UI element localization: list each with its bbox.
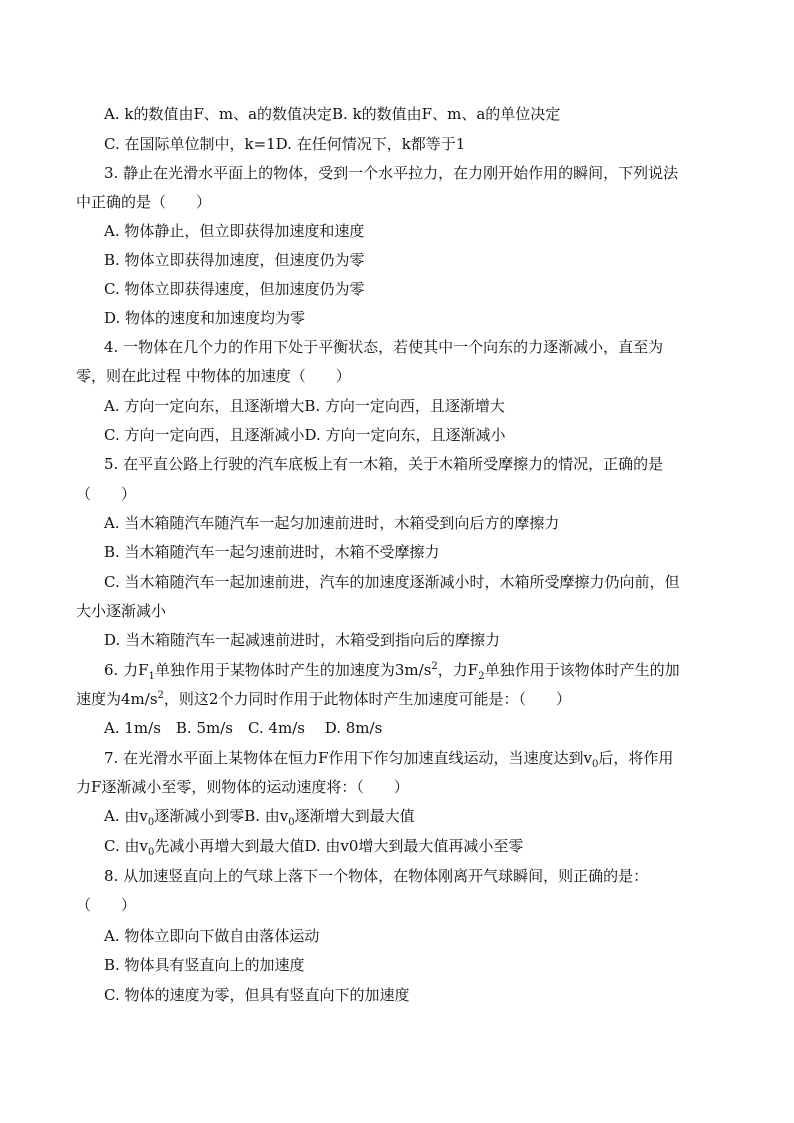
q6-text-4: 单独作用于该物体时产生的加 <box>484 661 680 679</box>
q5-option-c-cont: 大小逐渐减小 <box>76 602 167 620</box>
q7-opt-text-4: C. 由v <box>104 837 148 855</box>
q6-options: A. 1m/s B. 5m/s C. 4m/s D. 8m/s <box>104 719 383 737</box>
q7-text-2: 后，将作用 <box>598 749 674 767</box>
q7-opt-text-3: 逐渐增大到最大值 <box>294 807 415 825</box>
q8-option-b: B. 物体具有竖直向上的加速度 <box>104 956 305 974</box>
q3-stem: 3. 静止在光滑水平面上的物体，受到一个水平拉力，在力刚开始作用的瞬间，下列说法 <box>104 164 679 182</box>
q5-option-d: D. 当木箱随汽车一起减速前进时，木箱受到指向后的摩擦力 <box>104 631 501 649</box>
q7-opt-text-5: 先减小再增大到最大值D. 由v0增大到最大值再减小至零 <box>154 837 524 855</box>
q7-opt-sub-1: 0 <box>147 817 155 828</box>
q7-opt-text-2: 逐渐减小到零B. 由v <box>154 807 289 825</box>
q7-stem <box>104 748 673 768</box>
q6-sup-1: 2 <box>431 661 438 672</box>
q7-text-1: 7. 在光滑水平面上某物体在恒力F作用下作匀加速直线运动，当速度达到v <box>104 749 592 767</box>
q4-options-cd: C. 方向一定向西，且逐渐减小D. 方向一定向东，且逐渐减小 <box>104 426 506 444</box>
q3-option-d: D. 物体的速度和加速度均为零 <box>104 309 306 327</box>
q8-stem: 8. 从加速竖直向上的气球上落下一个物体，在物体刚离开气球瞬间，则正确的是： <box>104 867 649 885</box>
q6-text-2: 单独作用于某物体时产生的加速度为3m/s <box>154 661 432 679</box>
q6-stem <box>104 660 680 680</box>
q7-opt-sub-3: 0 <box>147 847 155 858</box>
q3-option-b: B. 物体立即获得加速度，但速度仍为零 <box>104 251 365 269</box>
q7-opt-text-1: A. 由v <box>104 807 148 825</box>
q6-stem-cont <box>76 689 571 709</box>
q6-sup-2: 2 <box>157 690 164 701</box>
q8-stem-cont: （ ） <box>76 896 137 914</box>
q2-options-ab: A. k的数值由F、m、a的数值决定B. k的数值由F、m、a的单位决定 <box>104 105 561 123</box>
q6-sub-2: 2 <box>478 671 485 682</box>
q3-option-a: A. 物体静止，但立即获得加速度和速度 <box>104 222 365 240</box>
q7-stem-cont: 力F逐渐减小至零，则物体的运动速度将：（ ） <box>76 778 409 796</box>
q4-stem-cont: 零，则在此过程 中物体的加速度（ ） <box>76 367 351 385</box>
q7-opt-sub-2: 0 <box>288 817 295 828</box>
q7-sub-1: 0 <box>591 759 599 770</box>
q6-text-6: ，则这2个力同时作用于此物体时产生加速度可能是：（ ） <box>163 690 571 708</box>
q5-option-b: B. 当木箱随汽车一起匀速前进时，木箱不受摩擦力 <box>104 543 440 561</box>
q6-text-3: ，力F <box>437 661 479 679</box>
q5-option-a: A. 当木箱随汽车随汽车一起匀加速前进时，木箱受到向后方的摩擦力 <box>104 514 560 532</box>
q5-option-c: C. 当木箱随汽车一起加速前进，汽车的加速度逐渐减小时，木箱所受摩擦力仍向前，但 <box>104 573 680 591</box>
q3-option-c: C. 物体立即获得速度，但加速度仍为零 <box>104 280 365 298</box>
q8-option-c: C. 物体的速度为零，但具有竖直向下的加速度 <box>104 986 410 1004</box>
q5-stem-cont: （ ） <box>76 485 137 503</box>
q6-text-1: 6. 力F <box>104 661 149 679</box>
q8-option-a: A. 物体立即向下做自由落体运动 <box>104 927 320 945</box>
q7-options-ab <box>104 806 415 826</box>
q6-text-5: 速度为4m/s <box>76 690 158 708</box>
q2-options-cd: C. 在国际单位制中，k=1D. 在任何情况下，k都等于1 <box>104 135 466 153</box>
q5-stem: 5. 在平直公路上行驶的汽车底板上有一木箱，关于木箱所受摩擦力的情况，正确的是 <box>104 455 664 473</box>
q4-options-ab: A. 方向一定向东，且逐渐增大B. 方向一定向西，且逐渐增大 <box>104 397 505 415</box>
q3-stem-cont: 中正确的是（ ） <box>76 193 212 211</box>
q6-sub-1: 1 <box>148 671 155 682</box>
q4-stem: 4. 一物体在几个力的作用下处于平衡状态，若使其中一个向东的力逐渐减小，直至为 <box>104 338 664 356</box>
q7-options-cd <box>104 836 523 856</box>
